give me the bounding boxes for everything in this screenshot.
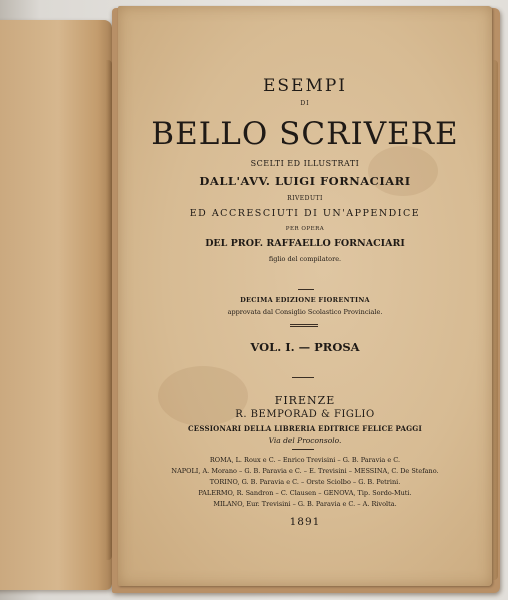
publication-year: 1891 bbox=[289, 516, 321, 528]
divider-rule bbox=[298, 289, 314, 290]
divider-rule bbox=[290, 326, 318, 327]
author-line: DALL'AVV. LUIGI FORNACIARI bbox=[199, 174, 411, 188]
volume-line: VOL. I. — PROSA bbox=[250, 340, 360, 354]
reviser-line: DEL PROF. RAFFAELLO FORNACIARI bbox=[205, 238, 405, 249]
publisher-line: R. BEMPORAD & FIGLIO bbox=[235, 409, 375, 420]
edition-line: DECIMA EDIZIONE FIORENTINA bbox=[240, 296, 370, 304]
subtitle-scelti: SCELTI ED ILLUSTRATI bbox=[250, 159, 360, 168]
divider-rule bbox=[292, 449, 314, 450]
main-title: BELLO SCRIVERE bbox=[151, 116, 459, 152]
address-line: Via del Proconsolo. bbox=[268, 436, 342, 445]
paper-stain bbox=[368, 146, 438, 196]
distributor-line: TORINO, G. B. Paravia e C. – Orste Sciolbo – G. B. Petrini. bbox=[209, 478, 401, 486]
distributor-line: NAPOLI, A. Morano – G. B. Paravia e C. – E. Trevisini – MESSINA, C. De Stefano. bbox=[171, 467, 439, 475]
distributor-line: ROMA, L. Roux e C. – Enrico Trevisini – G. B. Paravia e C. bbox=[209, 456, 401, 464]
distributor-line: PALERMO, R. Sandron – C. Clausen – GENOVA, Tip. Sordo-Muti. bbox=[198, 489, 412, 497]
city-line: FIRENZE bbox=[274, 394, 336, 407]
cessionari-line: CESSIONARI DELLA LIBRERIA EDITRICE FELICE PAGGI bbox=[188, 424, 422, 433]
distributor-line: MILANO, Eur. Trevisini – G. B. Paravia e C. – A. Rivolta. bbox=[213, 500, 397, 508]
divider-rule bbox=[292, 377, 314, 378]
title-esempi: ESEMPI bbox=[262, 76, 348, 96]
title-page bbox=[118, 6, 492, 586]
per-opera-line: PER OPERA bbox=[285, 226, 325, 232]
title-di: DI bbox=[300, 100, 310, 107]
accresciuti-line: ED ACCRESCIUTI DI UN'APPENDICE bbox=[189, 208, 421, 219]
reviser-role: figlio del compilatore. bbox=[268, 255, 342, 263]
approval-line: approvata dal Consiglio Scolastico Provinciale. bbox=[227, 308, 383, 316]
divider-rule bbox=[290, 324, 318, 325]
riveduti-line: RIVEDUTI bbox=[287, 195, 323, 202]
left-book-page bbox=[0, 20, 112, 590]
